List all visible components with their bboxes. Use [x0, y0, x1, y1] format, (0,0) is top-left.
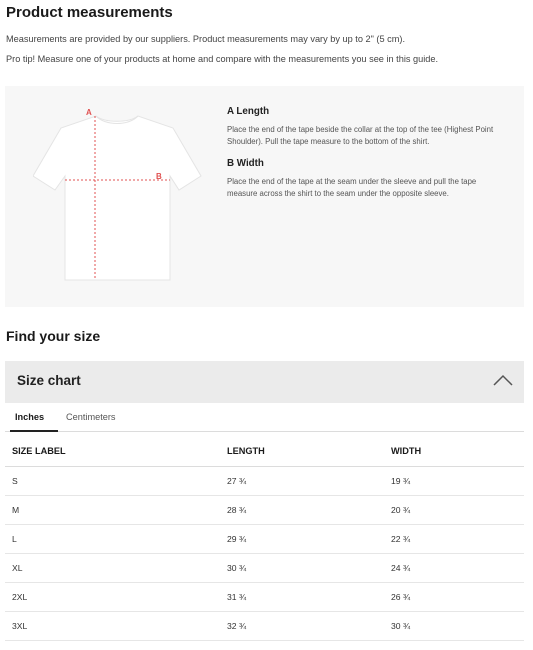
column-header-size-label: SIZE LABEL [5, 437, 220, 466]
width-cell: 24 ¾ [384, 553, 524, 582]
size-label-cell: L [5, 524, 220, 553]
measurement-instructions [227, 106, 502, 210]
width-cell: 22 ¾ [384, 524, 524, 553]
size-label-cell: S [5, 466, 220, 495]
length-cell: 30 ¾ [220, 553, 384, 582]
length-cell: 31 ¾ [220, 582, 384, 611]
length-cell: 29 ¾ [220, 524, 384, 553]
length-heading: A Length [227, 106, 270, 117]
size-table [5, 437, 524, 641]
chevron-up-icon[interactable] [492, 373, 514, 387]
length-cell: 27 ¾ [220, 466, 384, 495]
label-b: B [156, 172, 162, 181]
length-description: Place the end of the tape beside the collar at the top of the tee (Highest Point Shoulder). Pull the tape measure to the bottom of the shirt. [227, 125, 494, 146]
size-label-cell: 3XL [5, 611, 220, 640]
table-row [5, 582, 524, 611]
table-row [5, 553, 524, 582]
page-title: Product measurements [6, 4, 173, 21]
table-row [5, 611, 524, 640]
size-chart-title: Size chart [17, 373, 81, 388]
column-header-length: LENGTH [220, 437, 384, 466]
table-row [5, 495, 524, 524]
size-label-cell: 2XL [5, 582, 220, 611]
pro-tip-text: Pro tip! Measure one of your products at home and compare with the measurements you see in this guide. [6, 54, 439, 64]
find-your-size-heading: Find your size [6, 328, 101, 344]
width-cell: 26 ¾ [384, 582, 524, 611]
size-label-cell: XL [5, 553, 220, 582]
tab-centimeters[interactable]: Centimeters [66, 412, 116, 422]
tshirt-diagram [33, 106, 203, 286]
width-heading: B Width [227, 158, 264, 169]
unit-tabs [5, 403, 524, 432]
size-chart-accordion[interactable] [5, 361, 524, 403]
tshirt-icon [33, 106, 203, 286]
width-cell: 30 ¾ [384, 611, 524, 640]
label-a: A [86, 108, 92, 117]
column-header-width: WIDTH [384, 437, 524, 466]
active-tab-indicator [10, 430, 58, 432]
table-row [5, 524, 524, 553]
measurement-guide-panel [5, 86, 524, 307]
table-row [5, 466, 524, 495]
width-cell: 20 ¾ [384, 495, 524, 524]
intro-text: Measurements are provided by our suppliers. Product measurements may vary by up to 2" (5 cm). [6, 34, 406, 44]
size-label-cell: M [5, 495, 220, 524]
width-cell: 19 ¾ [384, 466, 524, 495]
table-header-row [5, 437, 524, 466]
length-cell: 28 ¾ [220, 495, 384, 524]
length-cell: 32 ¾ [220, 611, 384, 640]
width-description: Place the end of the tape at the seam under the sleeve and pull the tape measure across the shirt to the seam under the opposite sleeve. [227, 177, 477, 198]
tab-inches[interactable]: Inches [15, 412, 45, 422]
